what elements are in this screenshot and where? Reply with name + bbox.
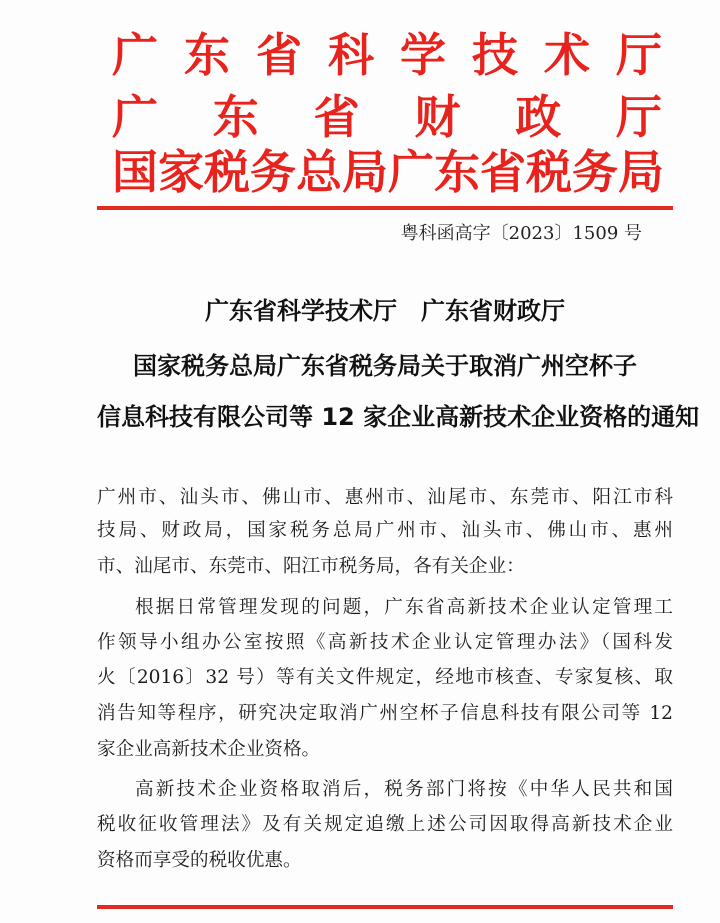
letterhead-character: 局 — [342, 145, 388, 199]
document-title-line-1: 广东省科学技术厅 广东省财政厅 — [205, 297, 565, 325]
letterhead-character: 局 — [618, 145, 664, 199]
letterhead-red-rule — [97, 206, 673, 210]
paragraph-1-line: 家企业高新技术企业资格。 — [97, 739, 321, 760]
letterhead-character: 政 — [515, 90, 562, 144]
letterhead-character: 厅 — [616, 28, 662, 82]
paragraph-1-line: 消告知等程序，研究决定取消广州空杯子信息科技有限公司等 12 — [97, 703, 673, 724]
letterhead-character: 省 — [256, 28, 302, 82]
letterhead-character: 务 — [572, 145, 618, 199]
letterhead-character: 财 — [414, 90, 461, 144]
letterhead-character: 学 — [400, 28, 446, 82]
letterhead-character: 省 — [313, 90, 360, 144]
paragraph-1-line: 根据日常管理发现的问题，广东省高新技术企业认定管理工 — [135, 597, 673, 618]
footer-red-rule — [97, 905, 673, 909]
document-title-line-3: 信息科技有限公司等 12 家企业高新技术企业资格的通知 — [97, 403, 700, 431]
letterhead-character: 税 — [204, 145, 250, 199]
letterhead-character: 技 — [472, 28, 518, 82]
document-number: 粤科函高字〔2023〕1509 号 — [400, 223, 642, 244]
letterhead-character: 税 — [526, 145, 572, 199]
issuer-science-technology-department — [112, 30, 662, 80]
paragraph-1-line: 作领导小组办公室按照《高新技术企业认定管理办法》（国科发 — [97, 632, 673, 653]
issuer-tax-bureau — [112, 147, 662, 197]
letterhead-character: 广 — [112, 28, 158, 82]
paragraph-1-line: 火〔2016〕32 号）等有关文件规定，经地市核查、专家复核、取 — [97, 667, 673, 688]
issuer-finance-department — [112, 92, 662, 142]
addressee-line: 市、汕尾市、东莞市、阳江市税务局，各有关企业： — [97, 556, 525, 577]
addressee-line: 技局、财政局，国家税务总局广州市、汕头市、佛山市、惠州 — [97, 520, 673, 541]
letterhead-character: 科 — [328, 28, 374, 82]
letterhead-character: 总 — [296, 145, 342, 199]
letterhead-character: 务 — [250, 145, 296, 199]
letterhead-character: 东 — [184, 28, 230, 82]
letterhead-character: 东 — [434, 145, 480, 199]
document-title-line-2: 国家税务总局广东省税务局关于取消广州空杯子 — [133, 352, 637, 380]
letterhead-character: 广 — [388, 145, 434, 199]
paragraph-2-line: 税收征收管理法》及有关规定追缴上述公司因取得高新技术企业 — [97, 814, 673, 835]
letterhead-character: 厅 — [615, 90, 662, 144]
addressee-line: 广州市、汕头市、佛山市、惠州市、汕尾市、东莞市、阳江市科 — [97, 487, 673, 508]
letterhead-character: 省 — [480, 145, 526, 199]
paragraph-2-line: 高新技术企业资格取消后，税务部门将按《中华人民共和国 — [135, 779, 673, 800]
letterhead-character: 东 — [212, 90, 259, 144]
letterhead-character: 国 — [112, 145, 158, 199]
paragraph-2-line: 资格而享受的税收优惠。 — [97, 850, 302, 871]
letterhead-character: 家 — [158, 145, 204, 199]
letterhead-character: 广 — [112, 90, 158, 144]
letterhead-character: 术 — [544, 28, 590, 82]
